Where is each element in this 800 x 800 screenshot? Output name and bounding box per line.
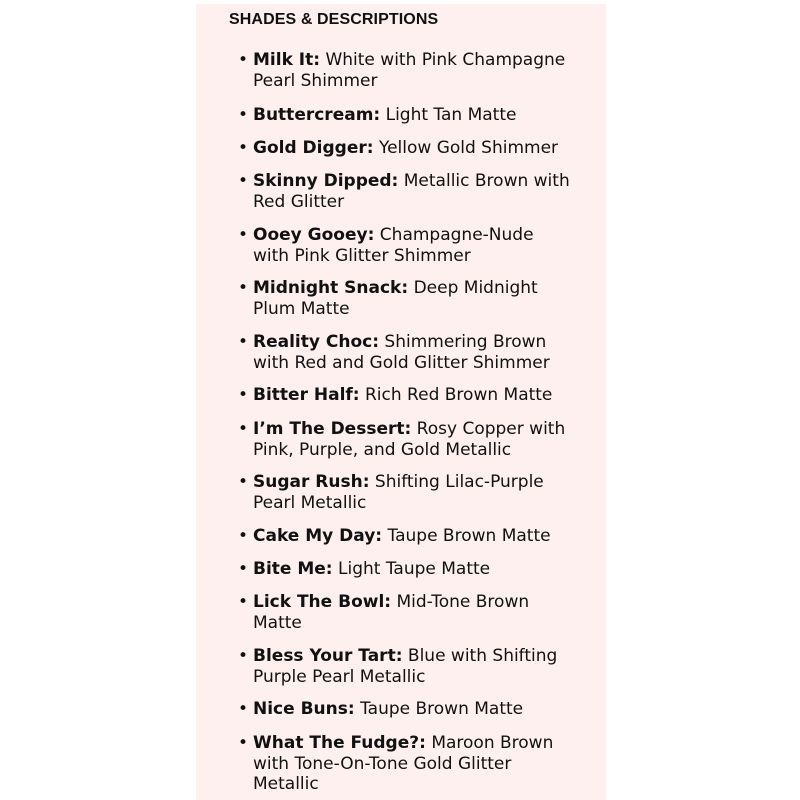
shade-description: with Tone-On-Tone Gold Glitter	[253, 753, 512, 774]
shade-description: Pink, Purple, and Gold Metallic	[253, 439, 512, 460]
shade-line	[253, 299, 588, 320]
shade-description: Rosy Copper with	[411, 419, 566, 439]
shade-description: Taupe Brown Matte	[354, 699, 524, 719]
bullet-icon: •	[238, 526, 249, 546]
shade-name: I’m The Dessert:	[253, 419, 412, 439]
shade-description: White with Pink Champagne	[320, 50, 566, 70]
shade-item	[238, 559, 588, 580]
bullet-icon: •	[238, 559, 249, 579]
shade-item	[238, 225, 588, 266]
shade-line	[253, 733, 588, 754]
shade-line	[253, 105, 588, 126]
shade-line	[253, 419, 588, 440]
shade-line	[253, 754, 588, 775]
shade-description: with Pink Glitter Shimmer	[253, 245, 471, 266]
shade-line	[253, 246, 588, 267]
shade-name: Cake My Day:	[253, 526, 383, 546]
shade-line	[253, 559, 588, 580]
shade-name: Sugar Rush:	[253, 472, 370, 492]
shade-item	[238, 105, 588, 126]
shade-description: Taupe Brown Matte	[382, 526, 551, 546]
shade-item	[238, 646, 588, 687]
shade-line	[253, 440, 588, 461]
bullet-icon: •	[238, 225, 249, 245]
shade-line	[253, 171, 588, 192]
shade-item	[238, 733, 588, 795]
shade-name: Midnight Snack:	[253, 278, 409, 298]
shade-line	[253, 526, 588, 547]
shade-line	[253, 667, 588, 688]
bullet-icon: •	[238, 699, 249, 719]
shade-line	[253, 774, 588, 795]
shade-description: Champagne-Nude	[374, 225, 534, 245]
shade-item	[238, 526, 588, 547]
bullet-icon: •	[238, 332, 249, 352]
shade-description: Blue with Shifting	[402, 646, 558, 666]
bullet-icon: •	[238, 50, 249, 70]
bullet-icon: •	[238, 171, 249, 191]
shade-name: Milk It:	[253, 50, 321, 70]
shade-description: Pearl Shimmer	[253, 70, 378, 91]
shade-item	[238, 699, 588, 720]
shade-item	[238, 592, 588, 633]
shade-name: What The Fudge?:	[253, 733, 426, 753]
bullet-icon: •	[238, 385, 249, 405]
shade-description: Metallic	[253, 774, 319, 794]
shades-panel	[196, 4, 606, 800]
shade-description: Deep Midnight	[408, 278, 538, 298]
shade-line	[253, 493, 588, 514]
shade-line	[253, 278, 588, 299]
shade-name: Buttercream:	[253, 105, 381, 125]
shade-line	[253, 71, 588, 92]
shade-name: Skinny Dipped:	[253, 171, 399, 191]
shade-line	[253, 192, 588, 213]
bullet-icon: •	[238, 592, 249, 612]
shade-item	[238, 419, 588, 460]
section-heading: SHADES & DESCRIPTIONS	[229, 11, 439, 28]
shade-line	[253, 385, 588, 406]
shade-line	[253, 353, 588, 374]
shade-description: Rich Red Brown Matte	[359, 385, 553, 405]
shade-name: Nice Buns:	[253, 699, 355, 719]
shade-description: Matte	[253, 612, 302, 633]
shade-description: Shifting Lilac-Purple	[369, 472, 544, 492]
bullet-icon: •	[238, 733, 249, 753]
shade-description: Purple Pearl Metallic	[253, 666, 426, 687]
shade-description: Light Tan Matte	[380, 105, 517, 125]
shade-description: Pearl Metallic	[253, 492, 367, 513]
shade-line	[253, 225, 588, 246]
shade-line	[253, 646, 588, 667]
shade-name: Bitter Half:	[253, 385, 360, 405]
shade-description: Metallic Brown with	[398, 171, 570, 191]
shade-item	[238, 50, 588, 91]
shade-item	[238, 332, 588, 373]
shade-line	[253, 592, 588, 613]
shade-name: Bite Me:	[253, 559, 333, 579]
shade-name: Lick The Bowl:	[253, 592, 392, 612]
bullet-icon: •	[238, 419, 249, 439]
shade-line	[253, 50, 588, 71]
shade-name: Ooey Gooey:	[253, 225, 375, 245]
shade-line	[253, 613, 588, 634]
shade-item	[238, 385, 588, 406]
shade-line	[253, 699, 588, 720]
shade-description: Plum Matte	[253, 298, 350, 319]
shade-description: with Red and Gold Glitter Shimmer	[253, 352, 550, 373]
shade-description: Light Taupe Matte	[332, 559, 491, 579]
bullet-icon: •	[238, 138, 249, 158]
shade-item	[238, 138, 588, 159]
bullet-icon: •	[238, 646, 249, 666]
shade-description: Yellow Gold Shimmer	[373, 138, 559, 158]
shade-line	[253, 138, 588, 159]
bullet-icon: •	[238, 105, 249, 125]
shade-item	[238, 472, 588, 513]
shade-line	[253, 332, 588, 353]
shade-name: Reality Choc:	[253, 332, 380, 352]
shade-item	[238, 171, 588, 212]
shade-line	[253, 472, 588, 493]
shade-item	[238, 278, 588, 319]
shade-description: Maroon Brown	[425, 733, 554, 753]
shade-name: Gold Digger:	[253, 138, 374, 158]
shade-description: Mid-Tone Brown	[391, 592, 530, 612]
bullet-icon: •	[238, 278, 249, 298]
shade-description: Red Glitter	[253, 191, 345, 212]
shade-description: Shimmering Brown	[379, 332, 547, 352]
bullet-icon: •	[238, 472, 249, 492]
shade-name: Bless Your Tart:	[253, 646, 403, 666]
